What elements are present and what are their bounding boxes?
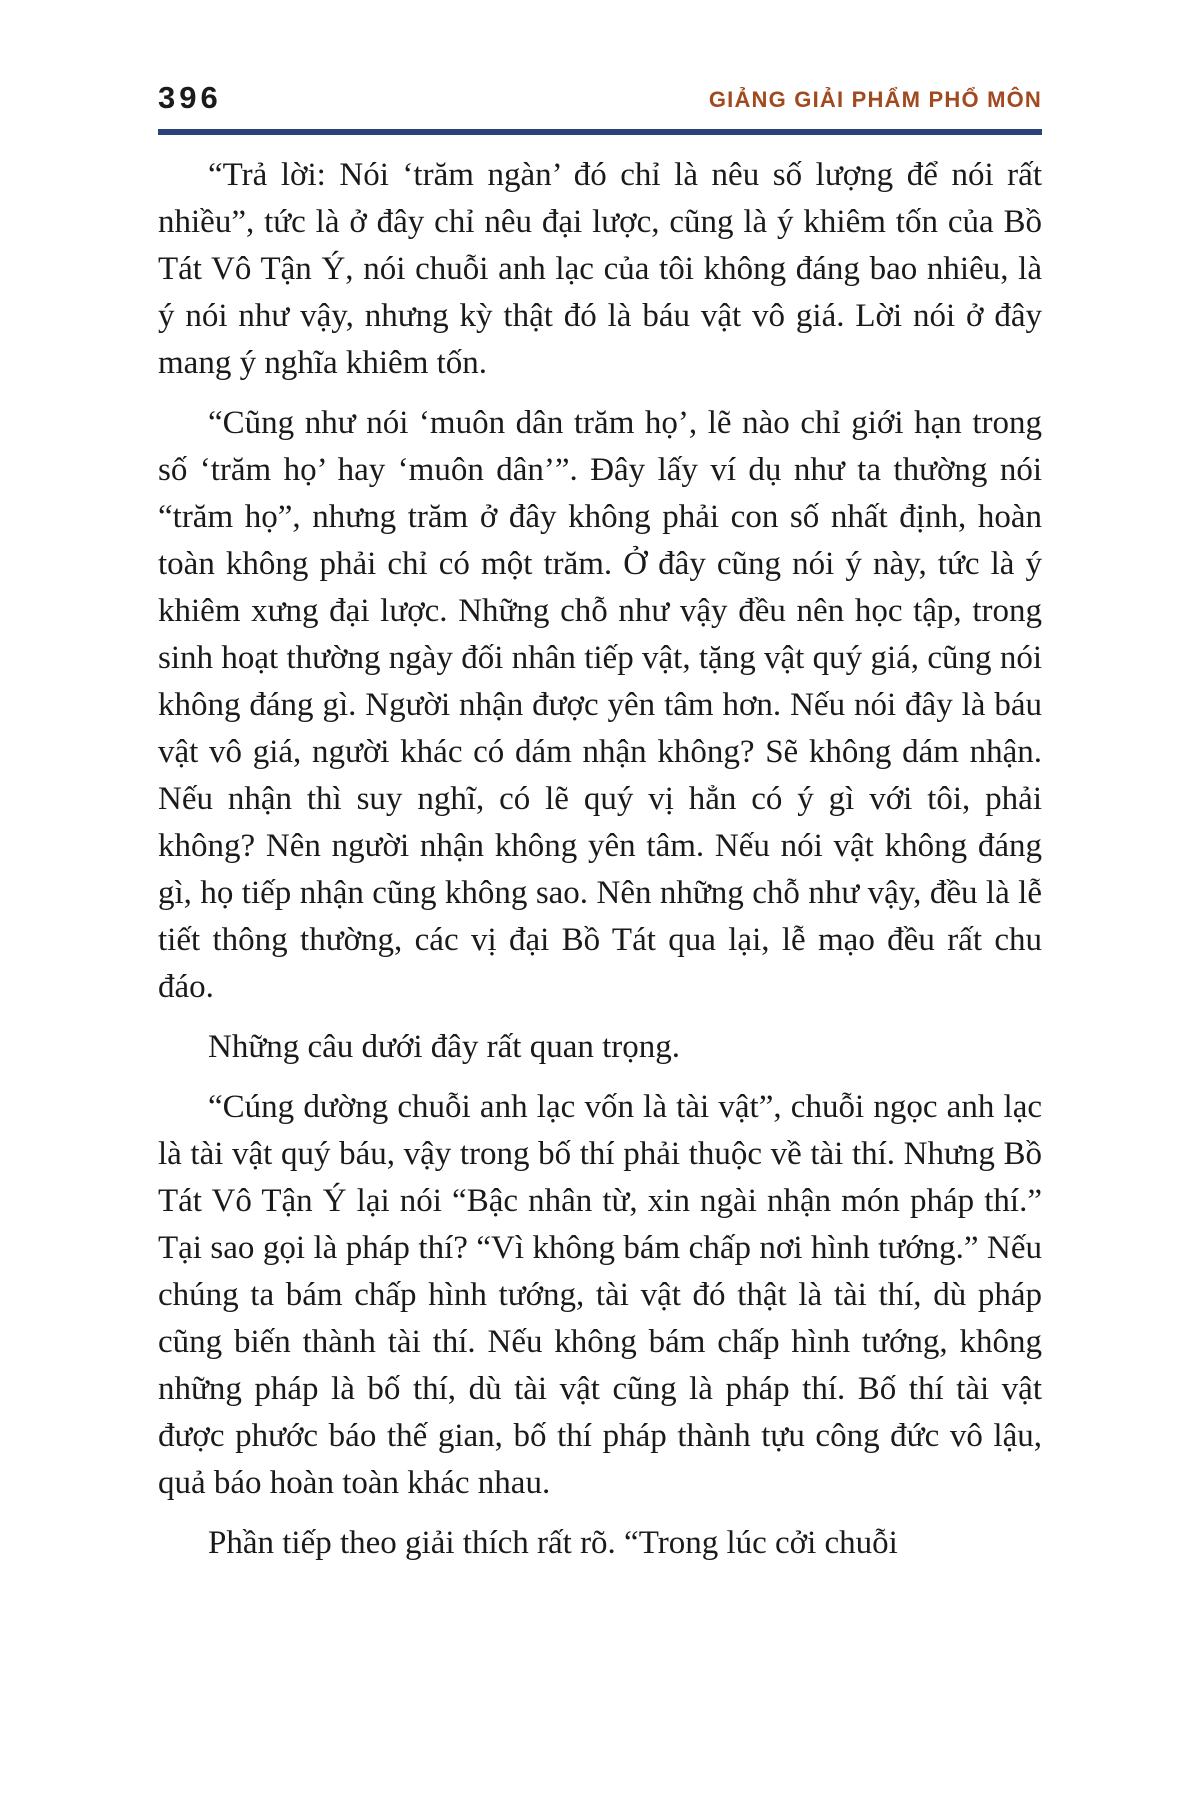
paragraph: Những câu dưới đây rất quan trọng. xyxy=(208,1029,681,1065)
page-number: 396 xyxy=(158,80,222,115)
running-header xyxy=(158,82,1042,113)
chapter-title: GIẢNG GIẢI PHẨM PHỔ MÔN xyxy=(708,86,1042,112)
header-rule-divider xyxy=(158,129,1042,135)
page-body-text xyxy=(158,152,1042,1567)
paragraph: “Cũng như nói ‘muôn dân trăm họ’, lẽ nào chỉ giới hạn trong số ‘trăm họ’ hay ‘muôn dân’”. Đây lấy ví dụ như ta thường nói “trăm họ”, nhưng trăm ở đây không phải con số nhất định, hoàn toàn không phải chỉ có một trăm. Ở đây cũng nói ý này, tức là ý khiêm xưng đại lược. Những chỗ như vậy đều nên học tập, trong sinh hoạt thường ngày đối nhân tiếp vật, tặng vật quý giá, cũng nói không đáng gì. Người nhận được yên tâm hơn. Nếu nói đây là báu vật vô giá, người khác có dám nhận không? Sẽ không dám nhận. Nếu nhận thì suy nghĩ, có lẽ quý vị hẳn có ý gì với tôi, phải không? Nên người nhận không yên tâm. Nếu nói vật không đáng gì, họ tiếp nhận cũng không sao. Nên những chỗ như vậy, đều là lễ tiết thông thường, các vị đại Bồ Tát qua lại, lễ mạo đều rất chu đáo. xyxy=(158,405,1042,1005)
paragraph: Phần tiếp theo giải thích rất rõ. “Trong lúc cởi chuỗi xyxy=(208,1525,898,1561)
paragraph: “Trả lời: Nói ‘trăm ngàn’ đó chỉ là nêu số lượng để nói rất nhiều”, tức là ở đây chỉ nêu đại lược, cũng là ý khiêm tốn của Bồ Tát Vô Tận Ý, nói chuỗi anh lạc của tôi không đáng bao nhiêu, là ý nói như vậy, nhưng kỳ thật đó là báu vật vô giá. Lời nói ở đây mang ý nghĩa khiêm tốn. xyxy=(158,157,1042,381)
paragraph: “Cúng dường chuỗi anh lạc vốn là tài vật”, chuỗi ngọc anh lạc là tài vật quý báu, vậy trong bố thí phải thuộc về tài thí. Nhưng Bồ Tát Vô Tận Ý lại nói “Bậc nhân từ, xin ngài nhận món pháp thí.” Tại sao gọi là pháp thí? “Vì không bám chấp nơi hình tướng.” Nếu chúng ta bám chấp hình tướng, tài vật đó thật là tài thí, dù pháp cũng biến thành tài thí. Nếu không bám chấp hình tướng, không những pháp là bố thí, dù tài vật cũng là pháp thí. Bố thí tài vật được phước báo thế gian, bố thí pháp thành tựu công đức vô lậu, quả báo hoàn toàn khác nhau. xyxy=(158,1089,1042,1501)
